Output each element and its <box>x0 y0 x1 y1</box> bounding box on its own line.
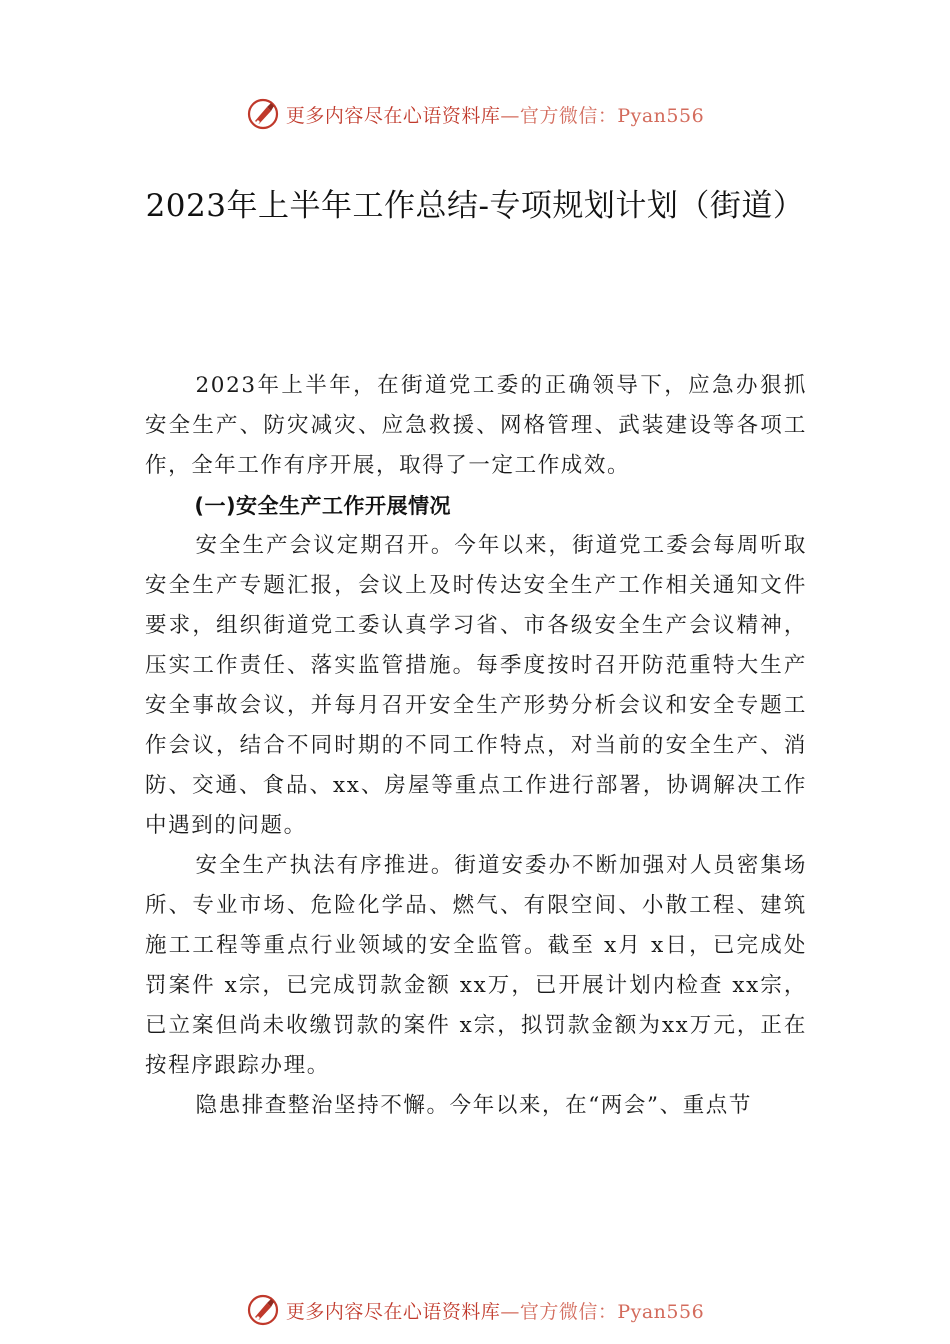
banner-text: 更多内容尽在心语资料库—官方微信：Pyan556 <box>285 104 705 127</box>
document-title: 2023年上半年工作总结-专项规划计划（街道） <box>145 188 805 224</box>
header-banner <box>0 94 950 134</box>
section-heading: (一)安全生产工作开展情况 <box>194 494 452 518</box>
paragraph-intro: 2023年上半年，在街道党工委的正确领导下，应急办狠抓安全生产、防灾减灾、应急救援、网格管理、武装建设等各项工作，全年工作有序开展，取得了一定工作成效。 <box>145 373 807 478</box>
banner-text: 更多内容尽在心语资料库—官方微信：Pyan556 <box>285 1300 705 1323</box>
paragraph-hazard-inspection: 隐患排查整治坚持不懈。今年以来，在“两会”、重点节 <box>195 1093 753 1118</box>
footer-banner <box>0 1290 950 1330</box>
pen-nib-logo-icon <box>246 97 280 131</box>
document-body <box>145 366 807 1126</box>
paragraph-safety-meetings: 安全生产会议定期召开。今年以来，街道党工委会每周听取安全生产专题汇报，会议上及时传达安全生产工作相关通知文件要求，组织街道党工委认真学习省、市各级安全生产会议精神，压实工作责任、落实监管措施。每季度按时召开防范重特大生产安全事故会议，并每月召开安全生产形势分析会议和安全专题工作会议，结合不同时期的不同工作特点，对当前的安全生产、消防、交通、食品、xx、房屋等重点工作进行部署，协调解决工作中遇到的问题。 <box>145 533 807 838</box>
pen-nib-logo-icon <box>246 1293 280 1327</box>
paragraph-law-enforcement: 安全生产执法有序推进。街道安委办不断加强对人员密集场所、专业市场、危险化学品、燃气、有限空间、小散工程、建筑施工工程等重点行业领域的安全监管。截至 x月 x日，已完成处罚案件 x宗，已完成罚款金额 xx万，已开展计划内检查 xx宗，已立案但尚未收缴罚款的案件 x宗，拟罚款金额为xx万元，正在按程序跟踪办理。 <box>145 853 807 1078</box>
